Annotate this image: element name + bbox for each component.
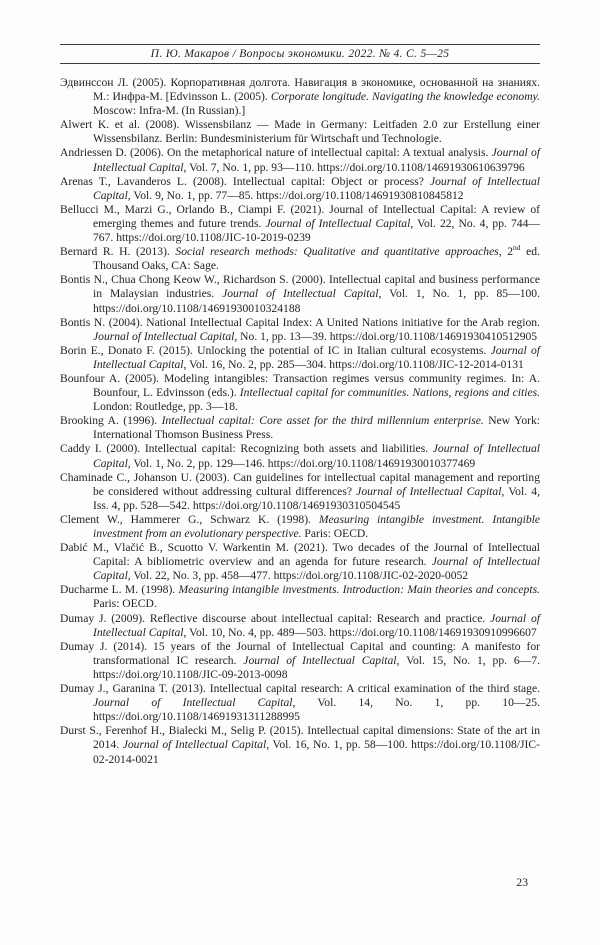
ref-text-segment: , Vol. 15, No. 1, pp. 6—7. https://doi.org/10.1108/JIC-09-2013-0098 (93, 653, 540, 681)
ref-title-italic: Journal of Intellectual Capital (93, 343, 540, 371)
ref-text-segment: Arenas T., Lavanderos L. (2008). Intellectual capital: Object or process? (60, 174, 430, 188)
ref-text-segment: Dabić M., Vlačić B., Scuotto V. Warkentin M. (2021). Two decades of the Journal of Intellectual Capital: A bibliometric overview and an agenda for future research. (60, 541, 540, 569)
ref-text-segment: Paris: OECD. (301, 527, 369, 540)
reference-entry (60, 541, 540, 583)
ref-text-segment: , Vol. 9, No. 1, pp. 77—85. https://doi.org/10.1108/14691930810845812 (127, 188, 464, 202)
reference-entry (60, 146, 540, 174)
ref-text-segment: Ducharme L. M. (1998). (60, 583, 179, 597)
ref-text-segment: , Vol. 16, No. 1, pp. 58—100. https://doi.org/10.1108/JIC-02-2014-0021 (93, 738, 540, 766)
reference-entry (60, 118, 540, 146)
reference-entry (60, 724, 540, 766)
ref-text-segment: , Vol. 7, No. 1, pp. 93—110. https://doi.org/10.1108/14691930610639796 (183, 160, 525, 174)
reference-entry (60, 344, 540, 372)
ref-title-italic: Corporate longitude. Navigating the knowledge economy. (270, 90, 540, 104)
ref-title-italic: Measuring intangible investments. Introduction: Main theories and concepts. (178, 583, 540, 597)
reference-entry (60, 471, 540, 513)
ref-title-italic: Journal of Intellectual Capital (356, 484, 502, 498)
ref-title-italic: Journal of Intellectual Capital (93, 696, 293, 710)
ref-title-italic: Journal of Intellectual Capital (93, 146, 540, 174)
reference-entry (60, 203, 540, 245)
ref-text-segment: London: Routledge, pp. 3—18. (93, 400, 238, 414)
ref-text-segment: , No. 1, pp. 13—39. https://doi.org/10.1108/14691930410512905 (234, 329, 538, 343)
ref-text-segment: Эдвинссон Л. (2005). Корпоративная долгота. Навигация в экономике, основанной на знаниях. М.: Инфра-М. [Edvinsson L. (2005). (60, 76, 540, 104)
ref-title-italic: Journal of Intellectual Capital (243, 653, 397, 667)
reference-entry (60, 583, 540, 611)
ref-text-segment: Clement W., Hammerer G., Schwarz K. (1998). (60, 512, 319, 526)
reference-entry (60, 316, 540, 344)
ref-text-segment: Alwert K. et al. (2008). Wissensbilanz — Made in Germany: Leitfaden 2.0 zur Erstellung einer Wissensbilanz. Berlin: Bundesministerium für Wirtschaft und Technologie. (60, 118, 540, 146)
ref-text-segment: Durst S., Ferenhof H., Bialecki M., Selig P. (2015). Intellectual capital dimensions: State of the art in 2014. (60, 724, 540, 752)
ref-title-italic: Journal of Intellectual Capital (93, 611, 540, 639)
reference-entry (60, 245, 540, 273)
ref-title-italic: Journal of Intellectual Capital (93, 555, 540, 583)
ref-title-italic: Intellectual capital for communities. Nations, regions and cities. (239, 386, 540, 400)
reference-entry (60, 76, 540, 118)
ref-text-segment: Dumay J. (2014). 15 years of the Journal of Intellectual Capital and counting: A manifesto for transformational IC research. (60, 639, 540, 667)
ref-text-segment: Bellucci M., Marzi G., Orlando B., Ciampi F. (2021). Journal of Intellectual Capital: A review of emerging themes and future trends. (60, 202, 540, 230)
ref-text-segment: Brooking A. (1996). (60, 414, 162, 428)
ref-title-italic: Journal of Intellectual Capital (122, 738, 267, 752)
page-number: 23 (516, 876, 528, 889)
ref-title-italic: Journal of Intellectual Capital (265, 216, 411, 230)
running-head (60, 44, 540, 64)
reference-entry (60, 513, 540, 541)
ref-text-segment: New York: International Thomson Business Press. (93, 414, 540, 442)
ref-title-italic: Journal of Intellectual Capital (93, 442, 540, 470)
ref-text-segment: Moscow: Infra-M. (In Russian).] (93, 104, 246, 118)
reference-entry (60, 682, 540, 724)
ref-title-italic: Intellectual capital: Core asset for the third millennium enterprise. (161, 414, 484, 428)
ref-text-segment: , Vol. 14, No. 1, pp. 10—25. https://doi.org/10.1108/14691931311288995 (93, 696, 540, 724)
reference-entry (60, 273, 540, 315)
ref-text-segment: , Vol. 1, No. 1, pp. 85—100. https://doi.org/10.1108/14691930010324188 (93, 287, 540, 315)
ref-title-italic: Social research methods: Qualitative and quantitative approaches, (175, 245, 502, 259)
ref-text-segment: Bontis N., Chua Chong Keow W., Richardson S. (2000). Intellectual capital and business performance in Malaysian industries. (60, 273, 540, 301)
reference-entry (60, 442, 540, 470)
ref-text-segment: , Vol. 4, Iss. 4, pp. 528—542. https://doi.org/10.1108/14691930310504545 (93, 484, 540, 512)
ref-text-segment: , Vol. 1, No. 2, pp. 129—146. https://doi.org/10.1108/14691930010377469 (127, 456, 476, 470)
ref-text-segment: Bernard R. H. (2013). (60, 245, 176, 259)
reference-entry (60, 175, 540, 203)
ref-text-segment: Caddy I. (2000). Intellectual capital: Recognizing both assets and liabilities. (60, 442, 433, 456)
ref-text-segment: Bounfour A. (2005). Modeling intangibles: Transaction regimes versus community regimes. In: A. Bounfour, L. Edvinsson (eds.). (60, 371, 540, 400)
ref-text-segment: Dumay J., Garanina T. (2013). Intellectual capital research: A critical examination of the third stage. (60, 682, 540, 696)
ref-text-segment: Paris: OECD. (93, 597, 157, 611)
ref-text-segment: Dumay J. (2009). Reflective discourse about intellectual capital: Research and practice. (60, 611, 491, 625)
ref-text-segment: Bontis N. (2004). National Intellectual Capital Index: A United Nations initiative for the Arab region. (60, 315, 540, 329)
ref-text-segment: , Vol. 16, No. 2, pp. 285—304. https://doi.org/10.1108/JIC-12-2014-0131 (183, 357, 524, 371)
ref-text-segment: 2 (501, 245, 514, 259)
ref-title-italic: Journal of Intellectual Capital (222, 287, 379, 301)
reference-entry (60, 640, 540, 682)
ref-text-segment: Borin E., Donato F. (2015). Unlocking the potential of IC in Italian cultural ecosystems. (60, 343, 491, 357)
ref-ordinal-superscript: nd (513, 243, 521, 253)
reference-entry (60, 372, 540, 414)
ref-title-italic: Journal of Intellectual Capital (93, 329, 235, 343)
ref-text-segment: , Vol. 10, No. 4, pp. 489—503. https://doi.org/10.1108/14691930910996607 (183, 625, 537, 639)
references-list (60, 76, 540, 767)
ref-title-italic: Measuring intangible investment. Intangible investment from an evolutionary perspective. (93, 512, 540, 540)
ref-text-segment: ed. Thousand Oaks, CA: Sage. (93, 245, 540, 273)
running-head-text: П. Ю. Макаров / Вопросы экономики. 2022. № 4. С. 5—25 (150, 47, 450, 60)
ref-title-italic: Journal of Intellectual Capital (93, 174, 540, 202)
reference-entry (60, 612, 540, 640)
ref-text-segment: , Vol. 22, No. 3, pp. 458—477. https://doi.org/10.1108/JIC-02-2020-0052 (127, 569, 469, 583)
ref-text-segment: Andriessen D. (2006). On the metaphorical nature of intellectual capital: A textual analysis. (60, 146, 492, 160)
ref-text-segment: Chaminade C., Johanson U. (2003). Can guidelines for intellectual capital management and reporting be considered without addressing cultural differences? (60, 470, 540, 498)
reference-entry (60, 414, 540, 442)
ref-text-segment: , Vol. 22, No. 4, pp. 744—767. https://doi.org/10.1108/JIC-10-2019-0239 (93, 216, 540, 245)
